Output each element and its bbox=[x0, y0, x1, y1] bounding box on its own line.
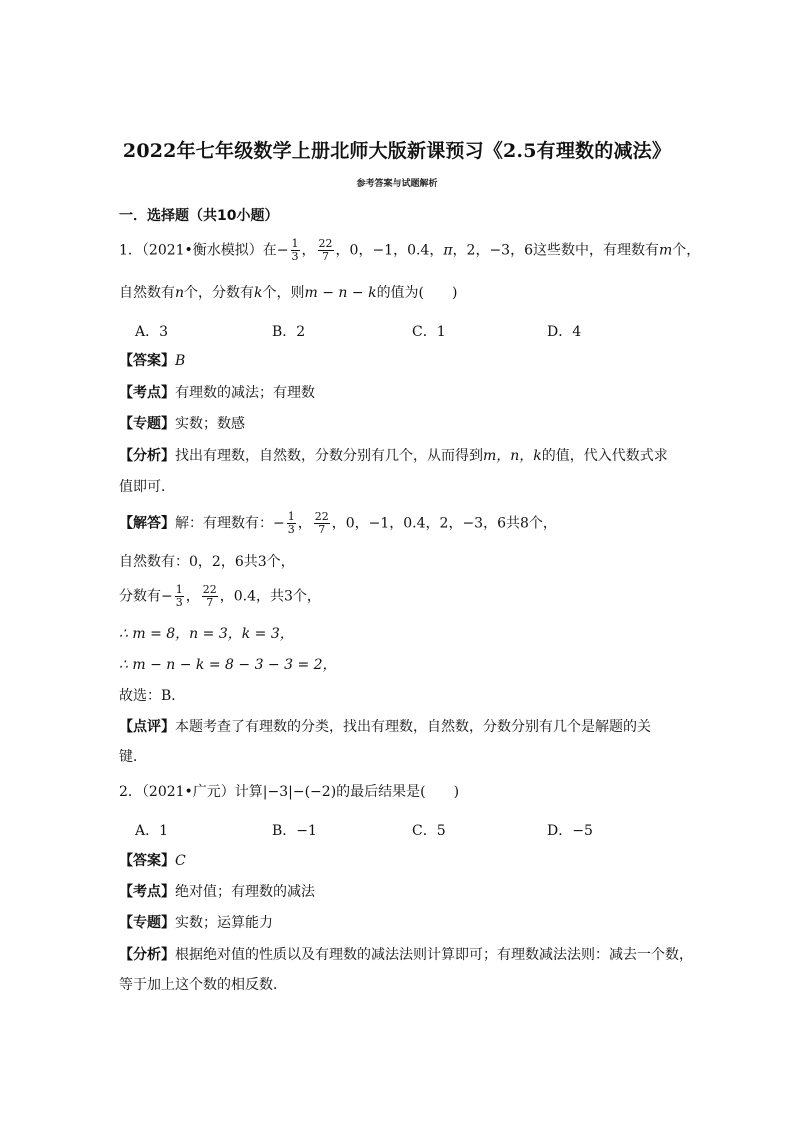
document-subtitle: 参考答案与试题解析 bbox=[356, 179, 438, 189]
q1-fraction-22-7: $\frac{22}{7}$ bbox=[318, 237, 333, 263]
q1-fraction-1-3: $\frac{1}{3}$ bbox=[291, 237, 299, 263]
q2-fenxi-line1: 【分析】根据绝对值的性质以及有理数的减法法则计算即可；有理数减法法则：减去一个数， bbox=[119, 947, 693, 963]
q1-kaodian: 【考点】有理数的减法；有理数 bbox=[119, 385, 315, 401]
q1-expression: m − n − k bbox=[304, 285, 377, 301]
q1-jieda-line6: 故选：B． bbox=[119, 688, 186, 704]
q1-stem-line1: 1．（2021•衡水模拟）在− $\frac{1}{3}$ ， $\frac{22}{7}$ ，0，−1，0.4，π，2，−3，6这些数中，有理数有m个， bbox=[119, 237, 701, 263]
q2-option-d: D．−5 bbox=[547, 823, 593, 839]
q1-jieda-line4: ∴ m = 8，n = 3，k = 3， bbox=[119, 626, 294, 642]
q1-jieda-line5: ∴ m − n − k = 8 − 3 − 3 = 2， bbox=[119, 657, 337, 673]
q2-option-c: C．5 bbox=[412, 823, 446, 839]
q1-option-a: A．3 bbox=[135, 324, 169, 340]
q2-option-b: B．−1 bbox=[272, 823, 317, 839]
q2-answer: 【答案】C bbox=[119, 853, 186, 869]
q1-dianping-line2: 键． bbox=[119, 749, 147, 765]
q1-dianping-line1: 【点评】本题考查了有理数的分类，找出有理数，自然数，分数分别有几个是解题的关 bbox=[119, 719, 651, 735]
q1-zhuanti: 【专题】实数；数感 bbox=[119, 416, 245, 432]
var-n: n bbox=[175, 285, 185, 301]
q1-jieda-fraction-1-3: $\frac{1}{3}$ bbox=[287, 510, 295, 536]
q1-jieda-fraction-22-7: $\frac{22}{7}$ bbox=[314, 510, 329, 536]
section-heading: 一．选择题（共10小题） bbox=[119, 208, 279, 224]
q1-neg-sign: − bbox=[276, 242, 289, 259]
q1-jieda-line1: 【解答】解：有理数有：− $\frac{1}{3}$ ， $\frac{22}{7}$ ，0，−1，0.4，2，−3，6共8个， bbox=[119, 510, 557, 536]
q1-option-d: D．4 bbox=[547, 324, 582, 340]
document-title: 2022年七年级数学上册北师大版新课预习《2.5有理数的减法》 bbox=[122, 140, 672, 162]
q1-answer: 【答案】B bbox=[119, 353, 186, 369]
q2-fenxi-line2: 等于加上这个数的相反数． bbox=[119, 977, 287, 993]
q1-answer-value: B bbox=[175, 353, 186, 369]
q2-kaodian: 【考点】绝对值；有理数的减法 bbox=[119, 884, 315, 900]
q1-jieda-line2: 自然数有：0，2，6共3个， bbox=[119, 554, 295, 570]
q1-stem-a: 1．（2021•衡水模拟）在 bbox=[119, 242, 277, 259]
q1-fenxi-line1: 【分析】找出有理数，自然数，分数分别有几个，从而得到m，n，k的值，代入代数式求 bbox=[119, 448, 668, 464]
q2-zhuanti: 【专题】实数；运算能力 bbox=[119, 915, 273, 931]
q2-answer-value: C bbox=[175, 853, 186, 869]
q1-fenxi-line2: 值即可． bbox=[119, 479, 175, 495]
q1-jieda3-fraction-22-7: $\frac{22}{7}$ bbox=[202, 583, 217, 609]
q1-jieda-line3: 分数有− $\frac{1}{3}$ ， $\frac{22}{7}$ ，0.4，共3个， bbox=[119, 583, 321, 609]
var-m: m bbox=[659, 242, 673, 259]
q1-option-c: C．1 bbox=[412, 324, 446, 340]
q2-option-a: A．1 bbox=[135, 823, 169, 839]
q1-stem-line2: 自然数有n个，分数有k个，则m − n − k的值为( ) bbox=[119, 285, 458, 301]
pi-symbol: π bbox=[443, 242, 453, 259]
q1-jieda3-fraction-1-3: $\frac{1}{3}$ bbox=[175, 583, 183, 609]
q2-stem: 2．（2021•广元）计算|−3|−(−2)的最后结果是( ) bbox=[119, 784, 460, 800]
q1-option-b: B．2 bbox=[272, 324, 306, 340]
var-k: k bbox=[254, 285, 263, 301]
